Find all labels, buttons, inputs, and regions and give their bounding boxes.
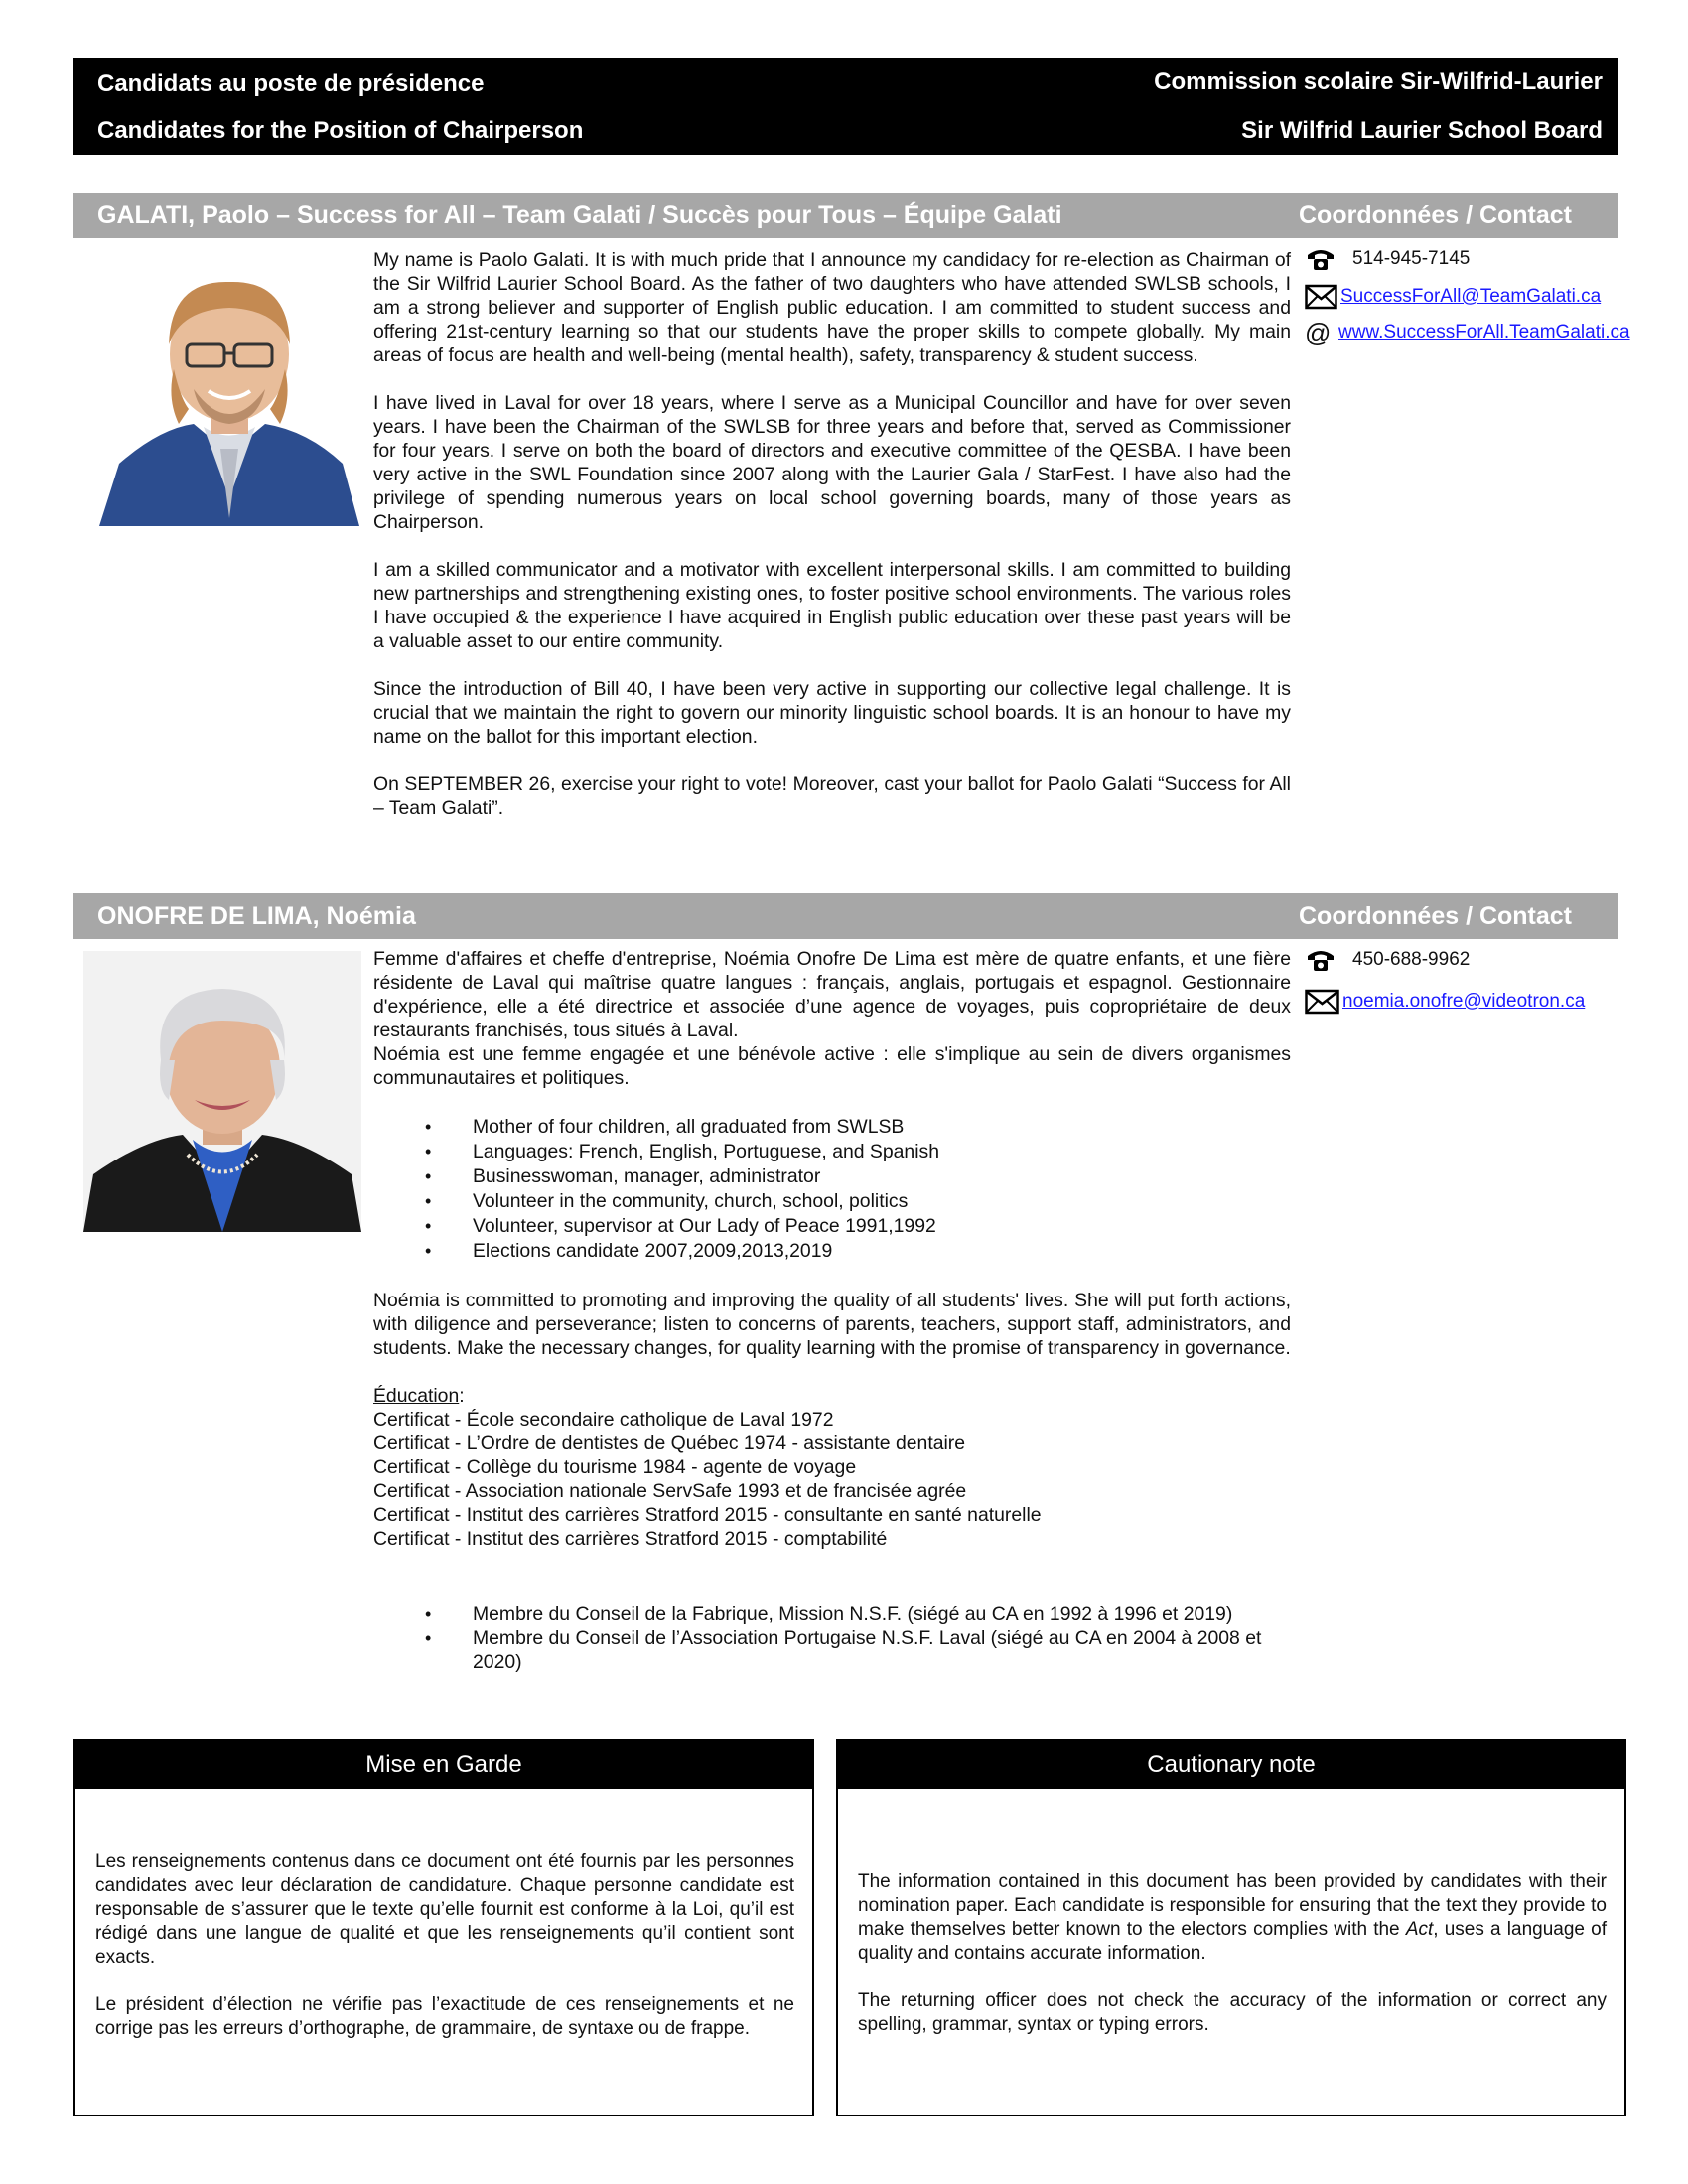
statement-paragraph: I am a skilled communicator and a motivator with excellent interpersonal skills. I am committed to building new partnerships and strengthening existing ones, to foster positive school environments. The various roles I have occupied & the experience I have acquired in English public education over these past years will be a valuable asset to our entire community.: [373, 559, 1291, 652]
statement-paragraph: Since the introduction of Bill 40, I have been very active in supporting our collective legal challenge. It is crucial that we maintain the right to govern our minority linguistic school boards. It is an honour to have my name on the ballot for this important election.: [373, 678, 1291, 748]
certificate-line: Certificat - Institut des carrières Stratford 2015 - consultante en santé naturelle: [373, 1504, 1042, 1526]
statement-intro-2: Noémia est une femme engagée et une bénévole active : elle s'implique au sein de divers organismes communautaires et politiques.: [373, 1043, 1291, 1089]
certificate-line: Certificat - Institut des carrières Stratford 2015 - comptabilité: [373, 1528, 888, 1550]
website-row: [1305, 318, 1630, 347]
list-item: • Mother of four children, all graduated from SWLSB: [373, 1115, 1291, 1140]
highlights-list: [373, 1115, 1291, 1264]
header-board-en: Sir Wilfrid Laurier School Board: [1241, 117, 1603, 144]
memberships-list: [373, 1602, 1291, 1674]
act-italic: Act: [1405, 1919, 1434, 1940]
header-title-en: Candidates for the Position of Chairperson: [97, 117, 584, 144]
candidate-photo: [83, 951, 361, 1232]
list-item: • Languages: French, English, Portuguese, and Spanish: [373, 1140, 1291, 1164]
telephone-icon: [1305, 945, 1340, 975]
statement-paragraph: My name is Paolo Galati. It is with much pride that I announce my candidacy for re-election as Chairman of the Sir Wilfrid Laurier School Board. As the father of two daughters who have attended SWLSB schools, I am a strong believer and supporter of English public education. I am committed to student success and offering 21st-century learning so that our students have the proper skills to compete globally. My main areas of focus are health and well-being (mental health), safety, transparency & student success.: [373, 249, 1291, 366]
caution-box-fr: [73, 1739, 814, 2116]
email-row: [1305, 987, 1585, 1017]
candidate-bar: [73, 893, 1618, 939]
caution-text-en: [858, 1870, 1607, 2061]
list-item: • Volunteer, supervisor at Our Lady of Peace 1991,1992: [373, 1214, 1291, 1239]
header-board-fr: Commission scolaire Sir-Wilfrid-Laurier: [1154, 68, 1603, 95]
certificate-line: Certificat - Collège du tourisme 1984 - agente de voyage: [373, 1456, 857, 1478]
website-link[interactable]: www.SuccessForAll.TeamGalati.ca: [1338, 322, 1630, 342]
certificate-line: Certificat - Association nationale ServSafe 1993 et de francisée agrée: [373, 1480, 967, 1502]
at-sign-icon: @: [1305, 317, 1332, 347]
caution-title-fr: Mise en Garde: [75, 1741, 812, 1789]
list-item: • Volunteer in the community, church, school, politics: [373, 1189, 1291, 1214]
email-link[interactable]: SuccessForAll@TeamGalati.ca: [1340, 286, 1602, 307]
candidate-name: GALATI, Paolo – Success for All – Team Galati / Succès pour Tous – Équipe Galati: [97, 202, 1062, 229]
list-item: • Elections candidate 2007,2009,2013,2019: [373, 1239, 1291, 1264]
phone-row: [1305, 244, 1470, 274]
candidate-photo: [99, 250, 359, 526]
education-heading: Éducation:: [373, 1385, 465, 1407]
certificate-line: Certificat - L’Ordre de dentistes de Québec 1974 - assistante dentaire: [373, 1433, 966, 1454]
caution-title-en: Cautionary note: [838, 1741, 1624, 1789]
envelope-icon: [1305, 987, 1342, 1017]
caution-paragraph: The information contained in this document has been provided by candidates with their nomination paper. Each candidate is responsible for ensuring that the text they provide to make themselves better known to the electors complies with the Act, uses a language of quality and contains accurate information.: [858, 1871, 1607, 1964]
page-header: [73, 58, 1618, 155]
candidate-name: ONOFRE DE LIMA, Noémia: [97, 902, 416, 930]
phone-number: 514-945-7145: [1352, 248, 1471, 269]
contact-heading: Coordonnées / Contact: [1299, 902, 1573, 930]
email-row: [1305, 282, 1601, 312]
phone-number: 450-688-9962: [1352, 949, 1471, 970]
envelope-icon: [1305, 282, 1340, 312]
candidate-bar: [73, 193, 1618, 238]
list-item: • Membre du Conseil de l’Association Portugaise N.S.F. Laval (siégé au CA en 2004 à 2008 et 2020): [373, 1626, 1291, 1674]
list-item: • Membre du Conseil de la Fabrique, Mission N.S.F. (siégé au CA en 1992 à 1996 et 2019): [373, 1602, 1291, 1626]
contact-heading: Coordonnées / Contact: [1299, 202, 1573, 229]
statement-paragraph: On SEPTEMBER 26, exercise your right to vote! Moreover, cast your ballot for Paolo Galati “Success for All – Team Galati”.: [373, 773, 1291, 819]
telephone-icon: [1305, 244, 1340, 274]
statement-commitment: Noémia is committed to promoting and improving the quality of all students' lives. She will put forth actions, with diligence and perseverance; listen to concerns of parents, teachers, support staff, administrators, and students. Make the necessary changes, for quality learning with the promise of transparency in governance.: [373, 1290, 1291, 1359]
statement-paragraph: I have lived in Laval for over 18 years, where I serve as a Municipal Councillor and have for over seven years. I have been the Chairman of the SWLSB for three years and before that, served as Commissioner for four years. I serve on both the board of directors and executive committee of the QESBA. I have been very active in the SWL Foundation since 2007 along with the Laurier Gala / StarFest. I have also had the privilege of spending numerous years on local school governing boards, many of those years as Chairperson.: [373, 392, 1291, 533]
caution-paragraph: The returning officer does not check the accuracy of the information or correct any spelling, grammar, syntax or typing errors.: [858, 1990, 1607, 2035]
certificate-line: Certificat - École secondaire catholique de Laval 1972: [373, 1409, 834, 1431]
header-title-fr: Candidats au poste de présidence: [97, 70, 485, 97]
candidate-statement: [373, 248, 1291, 820]
phone-row: [1305, 945, 1470, 975]
education-label: Éducation: [373, 1385, 460, 1407]
caution-paragraph: Les renseignements contenus dans ce document ont été fournis par les personnes candidates avec leur déclaration de candidature. Chaque personne candidate est responsable de s’assurer que le texte qu’elle fournit est conforme à la Loi, qu’il est rédigé dans une langue de qualité et que les renseignements qu’il contient sont exacts.: [95, 1851, 794, 1968]
caution-box-en: [836, 1739, 1626, 2116]
candidate-statement: [373, 947, 1291, 1674]
caution-paragraph: Le président d’élection ne vérifie pas l’exactitude de ces renseignements et ne corrige pas les erreurs d’orthographe, de grammaire, de syntaxe ou de frappe.: [95, 1994, 794, 2039]
list-item: • Businesswoman, manager, administrator: [373, 1164, 1291, 1189]
email-link[interactable]: noemia.onofre@videotron.ca: [1342, 991, 1586, 1012]
statement-intro: Femme d'affaires et cheffe d'entreprise, Noémia Onofre De Lima est mère de quatre enfants, et une fière résidente de Laval qui maîtrise quatre langues : français, anglais, portugais et espagnol. Gestionnaire d'expérience, elle a été directrice et associée d’une agence de voyages, puis copropriétaire de deux restaurants franchisés, tous situés à Laval.: [373, 948, 1291, 1041]
caution-text-fr: [95, 1850, 794, 2065]
